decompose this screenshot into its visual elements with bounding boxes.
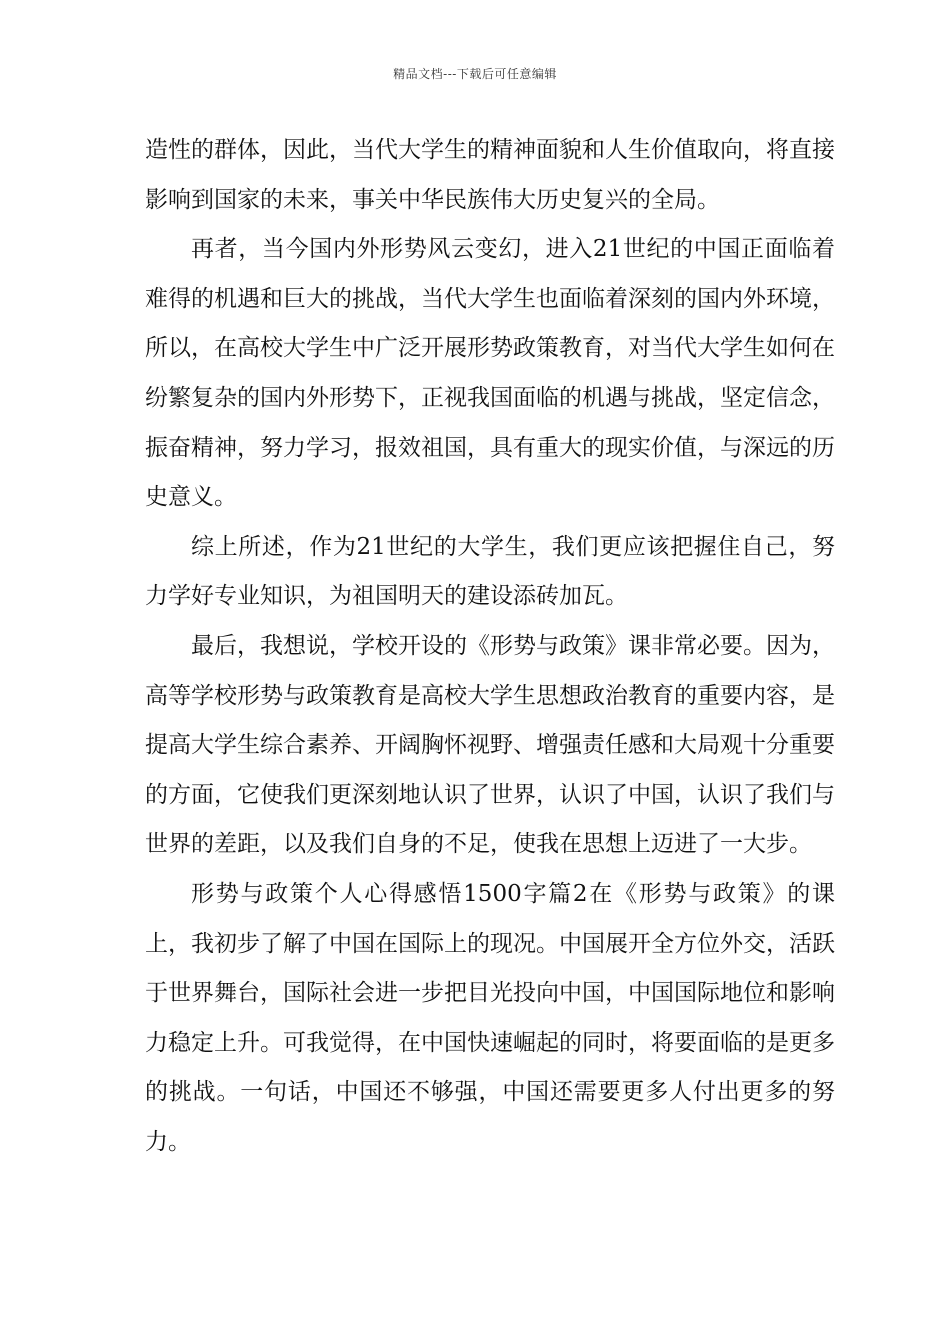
paragraph-1: 造性的群体，因此，当代大学生的精神面貌和人生价值取向，将直接影响到国家的未来，事关中华民族伟大历史复兴的全局。 xyxy=(145,137,835,213)
paragraph-5: 形势与政策个人心得感悟1500字篇2在《形势与政策》的课上，我初步了解了中国在国际上的现况。中国展开全方位外交，活跃于世界舞台，国际社会进一步把目光投向中国，中国国际地位和影响力稳定上升。可我觉得，在中国快速崛起的同时，将要面临的是更多的挑战。一句话，中国还不够强，中国还需要更多人付出更多的努力。 xyxy=(145,880,835,1155)
paragraph-2: 再者，当今国内外形势风云变幻，进入21世纪的中国正面临着难得的机遇和巨大的挑战，当代大学生也面临着深刻的国内外环境，所以，在高校大学生中广泛开展形势政策教育，对当代大学生如何在纷繁复杂的国内外形势下，正视我国面临的机遇与挑战，坚定信念，振奋精神，努力学习，报效祖国，具有重大的现实价值，与深远的历史意义。 xyxy=(145,236,835,511)
paragraph-3: 综上所述，作为21世纪的大学生，我们更应该把握住自己，努力学好专业知识，为祖国明天的建设添砖加瓦。 xyxy=(145,533,835,610)
paragraph-4: 最后，我想说，学校开设的《形势与政策》课非常必要。因为，高等学校形势与政策教育是高校大学生思想政治教育的重要内容，是提高大学生综合素养、开阔胸怀视野、增强责任感和大局观十分重要的方面，它使我们更深刻地认识了世界，认识了中国，认识了我们与世界的差距，以及我们自身的不足，使我在思想上迈进了一大步。 xyxy=(145,632,835,858)
page-header: 精品文档---下载后可任意编辑 xyxy=(393,67,557,81)
document-body xyxy=(145,126,835,1167)
